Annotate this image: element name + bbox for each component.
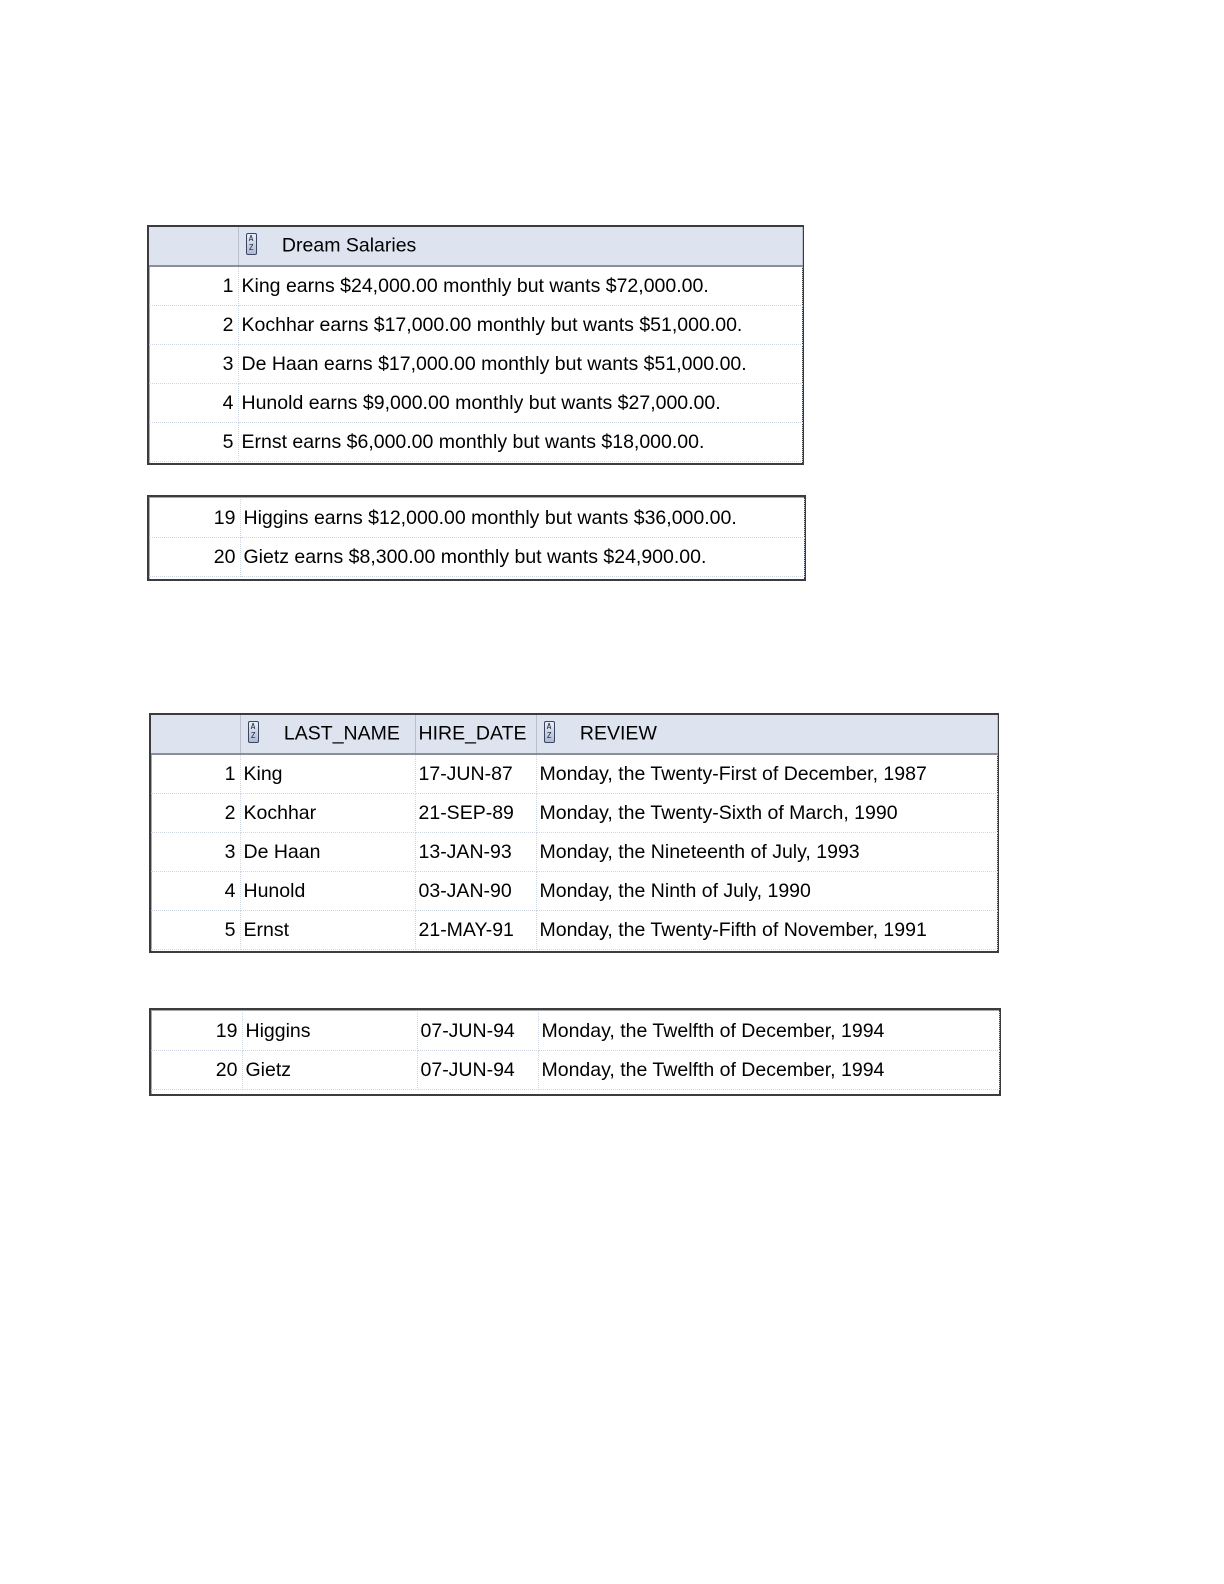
column-header-label: LAST_NAME	[283, 722, 400, 745]
table-row[interactable]	[151, 1051, 999, 1090]
row-number: 3	[151, 833, 240, 872]
dream-salary-cell[interactable]: Higgins earns $12,000.00 monthly but wants $36,000.00.	[240, 499, 804, 538]
header-row	[149, 227, 802, 266]
dream-salaries-tail-table	[149, 499, 805, 577]
table-row[interactable]	[151, 872, 997, 911]
sort-az-icon[interactable]: A Z	[246, 233, 257, 255]
table-row[interactable]	[149, 384, 802, 423]
row-number: 2	[151, 794, 240, 833]
hire-date-cell[interactable]: 21-SEP-89	[415, 794, 536, 833]
table-row[interactable]	[151, 833, 997, 872]
dream-salary-cell[interactable]: Ernst earns $6,000.00 monthly but wants $18,000.00.	[238, 423, 802, 462]
table-row[interactable]	[151, 794, 997, 833]
row-number: 20	[149, 538, 240, 577]
review-grid	[149, 713, 999, 953]
table-row[interactable]	[151, 754, 997, 794]
table-row[interactable]	[151, 911, 997, 950]
table-row[interactable]	[149, 266, 802, 306]
dream-salaries-table	[149, 227, 803, 462]
row-number: 1	[149, 266, 238, 306]
row-number: 19	[149, 499, 240, 538]
dream-salary-cell[interactable]: Gietz earns $8,300.00 monthly but wants $24,900.00.	[240, 538, 804, 577]
table-row[interactable]	[149, 345, 802, 384]
column-header-review[interactable]	[536, 715, 997, 754]
row-number: 19	[151, 1012, 242, 1051]
hire-date-cell[interactable]: 03-JAN-90	[415, 872, 536, 911]
column-header-label: HIRE_DATE	[418, 722, 527, 745]
sort-az-icon[interactable]: A Z	[544, 721, 555, 743]
review-cell[interactable]: Monday, the Ninth of July, 1990	[536, 872, 997, 911]
dream-salary-cell[interactable]: De Haan earns $17,000.00 monthly but wants $51,000.00.	[238, 345, 802, 384]
row-number: 5	[151, 911, 240, 950]
table-row[interactable]	[149, 423, 802, 462]
table-row[interactable]	[149, 538, 804, 577]
hire-date-cell[interactable]: 07-JUN-94	[417, 1051, 538, 1090]
dream-salaries-grid	[147, 225, 804, 465]
hire-date-cell[interactable]: 17-JUN-87	[415, 754, 536, 794]
row-number: 4	[149, 384, 238, 423]
dream-salary-cell[interactable]: Kochhar earns $17,000.00 monthly but wants $51,000.00.	[238, 306, 802, 345]
row-number: 20	[151, 1051, 242, 1090]
last-name-cell[interactable]: Ernst	[240, 911, 415, 950]
last-name-cell[interactable]: Hunold	[240, 872, 415, 911]
row-number: 3	[149, 345, 238, 384]
review-cell[interactable]: Monday, the Nineteenth of July, 1993	[536, 833, 997, 872]
last-name-cell[interactable]: King	[240, 754, 415, 794]
row-number: 2	[149, 306, 238, 345]
column-header-last-name[interactable]	[240, 715, 415, 754]
review-cell[interactable]: Monday, the Twelfth of December, 1994	[538, 1012, 999, 1051]
last-name-cell[interactable]: Gietz	[242, 1051, 417, 1090]
dream-salary-cell[interactable]: King earns $24,000.00 monthly but wants $72,000.00.	[238, 266, 802, 306]
last-name-cell[interactable]: Kochhar	[240, 794, 415, 833]
hire-date-cell[interactable]: 13-JAN-93	[415, 833, 536, 872]
table-row[interactable]	[149, 499, 804, 538]
column-header-hire-date[interactable]	[415, 715, 536, 754]
row-number-header	[151, 715, 240, 754]
review-tail-grid	[149, 1008, 1001, 1096]
review-cell[interactable]: Monday, the Twenty-Fifth of November, 1991	[536, 911, 997, 950]
review-cell[interactable]: Monday, the Twelfth of December, 1994	[538, 1051, 999, 1090]
dream-salaries-tail-grid	[147, 495, 806, 581]
last-name-cell[interactable]: De Haan	[240, 833, 415, 872]
row-number: 1	[151, 754, 240, 794]
column-header-label: Dream Salaries	[281, 234, 417, 257]
row-number: 4	[151, 872, 240, 911]
header-row	[151, 715, 997, 754]
review-table	[151, 715, 998, 950]
hire-date-cell[interactable]: 07-JUN-94	[417, 1012, 538, 1051]
column-header-dream-salaries[interactable]	[238, 227, 802, 266]
sort-az-icon[interactable]: A Z	[248, 721, 259, 743]
row-number-header	[149, 227, 238, 266]
row-number: 5	[149, 423, 238, 462]
table-row[interactable]	[149, 306, 802, 345]
review-tail-table	[151, 1012, 1000, 1090]
dream-salary-cell[interactable]: Hunold earns $9,000.00 monthly but wants $27,000.00.	[238, 384, 802, 423]
review-cell[interactable]: Monday, the Twenty-First of December, 1987	[536, 754, 997, 794]
column-header-label: REVIEW	[579, 722, 657, 745]
hire-date-cell[interactable]: 21-MAY-91	[415, 911, 536, 950]
table-row[interactable]	[151, 1012, 999, 1051]
review-cell[interactable]: Monday, the Twenty-Sixth of March, 1990	[536, 794, 997, 833]
last-name-cell[interactable]: Higgins	[242, 1012, 417, 1051]
